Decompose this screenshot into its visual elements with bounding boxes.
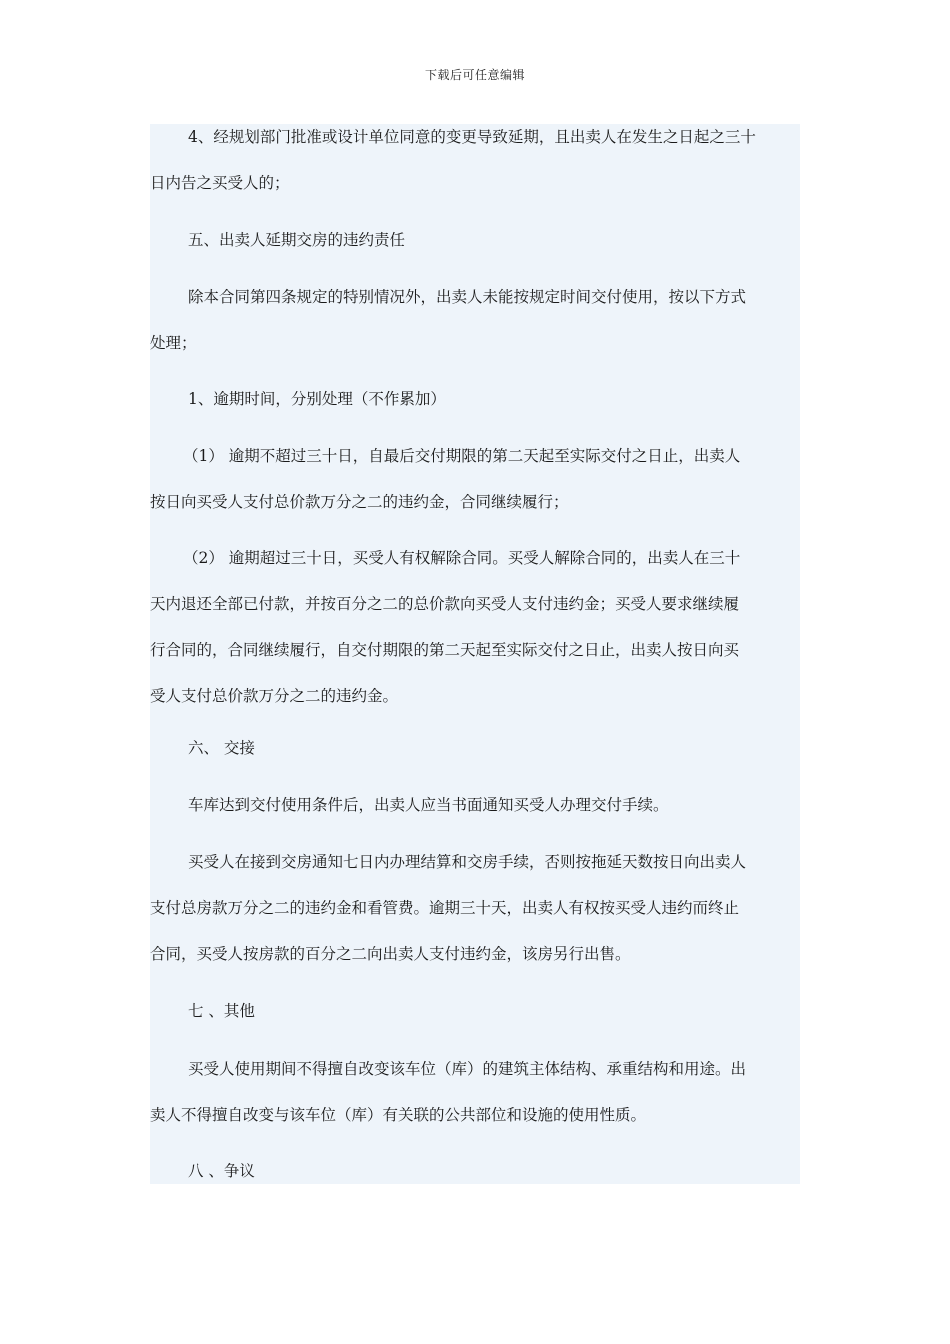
- text-line: 车库达到交付使用条件后，出卖人应当书面通知买受人办理交付手续。: [188, 796, 669, 814]
- document-body: [150, 124, 800, 1184]
- clause-5-1-2: [150, 535, 800, 719]
- clause-5-1-1: [150, 433, 800, 525]
- text-line: 买受人使用期间不得擅自改变该车位（库）的建筑主体结构、承重结构和用途。出: [188, 1060, 747, 1078]
- text-line: 七 、其他: [188, 1002, 255, 1020]
- text-line: 天内退还全部已付款，并按百分之二的总价款向买受人支付违约金；买受人要求继续履: [150, 595, 740, 613]
- text-line: （2） 逾期超过三十日，买受人有权解除合同。买受人解除合同的，出卖人在三十: [183, 549, 741, 567]
- page-header: 下载后可任意编辑: [424, 68, 525, 82]
- clause-5-intro: [150, 274, 800, 366]
- clause-6-2: [150, 839, 800, 977]
- text-line: 按日向买受人支付总价款万分之二的违约金，合同继续履行；: [150, 493, 569, 511]
- text-line: 1、逾期时间，分别处理（不作累加）: [188, 390, 446, 408]
- text-line: 买受人在接到交房通知七日内办理结算和交房手续，否则按拖延天数按日向出卖人: [188, 853, 747, 871]
- clause-7-1: [150, 1046, 800, 1138]
- text-line: 卖人不得擅自改变与该车位（库）有关联的公共部位和设施的使用性质。: [150, 1106, 647, 1124]
- text-line: 合同，买受人按房款的百分之二向出卖人支付违约金，该房另行出售。: [150, 945, 631, 963]
- heading-8: [150, 1148, 800, 1194]
- clause-5-1: [150, 376, 800, 422]
- text-line: 日内告之买受人的；: [150, 174, 290, 192]
- text-line: 受人支付总价款万分之二的违约金。: [150, 687, 399, 705]
- heading-5: [150, 217, 800, 263]
- heading-7: [150, 988, 800, 1034]
- text-line: 支付总房款万分之二的违约金和看管费。逾期三十天，出卖人有权按买受人违约而终止: [150, 899, 740, 917]
- clause-4-4: [150, 114, 800, 206]
- text-line: 八 、争议: [188, 1162, 255, 1180]
- text-line: 六、 交接: [188, 739, 255, 757]
- clause-6-1: [150, 782, 800, 828]
- text-line: 4、经规划部门批准或设计单位同意的变更导致延期，且出卖人在发生之日起之三十: [188, 128, 756, 146]
- text-line: 除本合同第四条规定的特别情况外，出卖人未能按规定时间交付使用，按以下方式: [188, 288, 747, 306]
- text-line: （1） 逾期不超过三十日，自最后交付期限的第二天起至实际交付之日止，出卖人: [183, 447, 741, 465]
- text-line: 处理；: [150, 334, 197, 352]
- heading-6: [150, 725, 800, 771]
- text-line: 行合同的，合同继续履行，自交付期限的第二天起至实际交付之日止，出卖人按日向买: [150, 641, 740, 659]
- text-line: 五、出卖人延期交房的违约责任: [188, 231, 406, 249]
